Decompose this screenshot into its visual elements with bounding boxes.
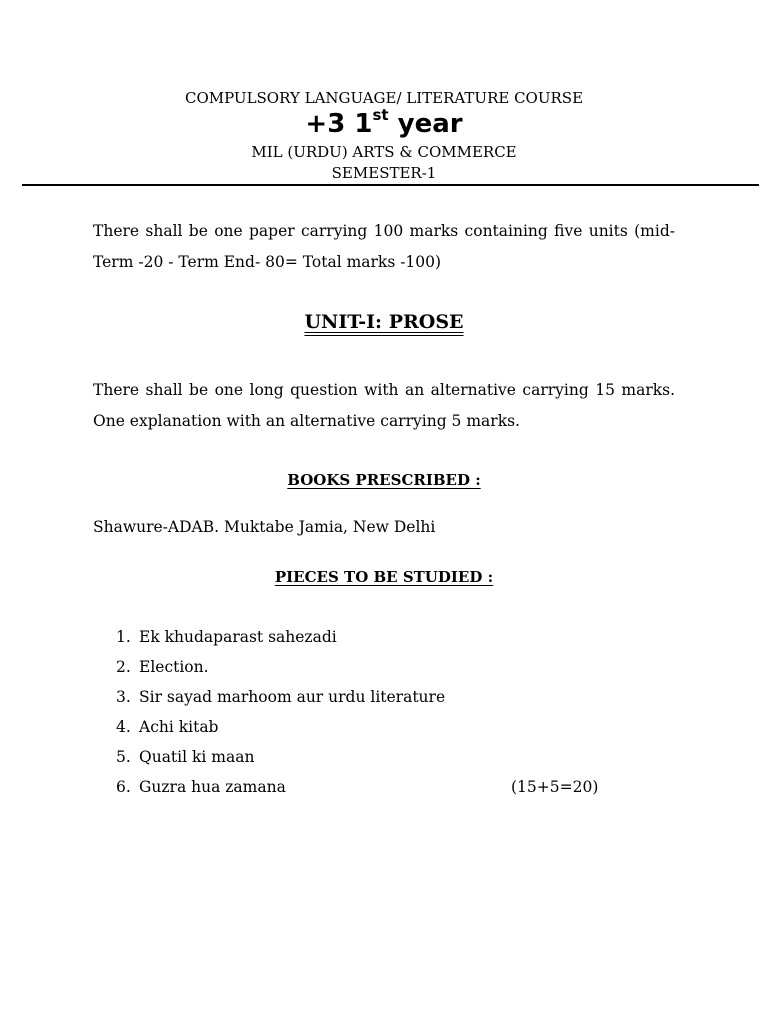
pieces-heading bbox=[0, 567, 768, 587]
list-item bbox=[116, 655, 636, 685]
list-item-title: Ek khudaparast sahezadi bbox=[139, 628, 337, 646]
list-item-title: Election. bbox=[139, 658, 209, 676]
marks-note: (15+5=20) bbox=[511, 778, 599, 796]
list-item-title: Guzra hua zamana bbox=[139, 778, 286, 796]
list-item-number: 2. bbox=[116, 658, 131, 676]
semester-title: SEMESTER-1 bbox=[331, 164, 437, 182]
list-item bbox=[116, 775, 636, 805]
list-item-number: 6. bbox=[116, 778, 131, 796]
books-heading-text: BOOKS PRESCRIBED : bbox=[287, 471, 481, 489]
list-item bbox=[116, 715, 636, 745]
book-reference: Shawure-ADAB. Muktabe Jamia, New Delhi bbox=[93, 518, 436, 536]
books-heading bbox=[0, 470, 768, 490]
unit-heading bbox=[0, 309, 768, 335]
pieces-heading-text: PIECES TO BE STUDIED : bbox=[274, 568, 494, 586]
list-item-title: Quatil ki maan bbox=[139, 748, 255, 766]
year-superscript: st bbox=[372, 106, 389, 124]
list-item bbox=[116, 745, 636, 775]
list-item-number: 5. bbox=[116, 748, 131, 766]
year-suffix: year bbox=[388, 109, 463, 139]
list-item-number: 1. bbox=[116, 628, 131, 646]
list-item-number: 4. bbox=[116, 718, 131, 736]
list-item-number: 3. bbox=[116, 688, 131, 706]
list-item bbox=[116, 625, 636, 655]
unit-description: There shall be one long question with an alternative carrying 15 marks. One explanation with an alternative carrying 5 marks. bbox=[93, 381, 675, 430]
year-prefix: +3 1 bbox=[305, 109, 373, 139]
course-title: COMPULSORY LANGUAGE/ LITERATURE COURSE bbox=[184, 89, 584, 107]
pieces-list bbox=[116, 625, 636, 805]
list-item-title: Sir sayad marhoom aur urdu literature bbox=[139, 688, 446, 706]
header-divider bbox=[22, 184, 759, 186]
intro-paragraph: There shall be one paper carrying 100 marks containing five units (mid-Term -20 - Term End- 80= Total marks -100) bbox=[93, 222, 675, 271]
subject-title: MIL (URDU) ARTS & COMMERCE bbox=[251, 143, 517, 161]
list-item bbox=[116, 685, 636, 715]
year-title bbox=[0, 107, 768, 141]
list-item-title: Achi kitab bbox=[139, 718, 219, 736]
unit-heading-text: UNIT-I: PROSE bbox=[304, 311, 464, 333]
